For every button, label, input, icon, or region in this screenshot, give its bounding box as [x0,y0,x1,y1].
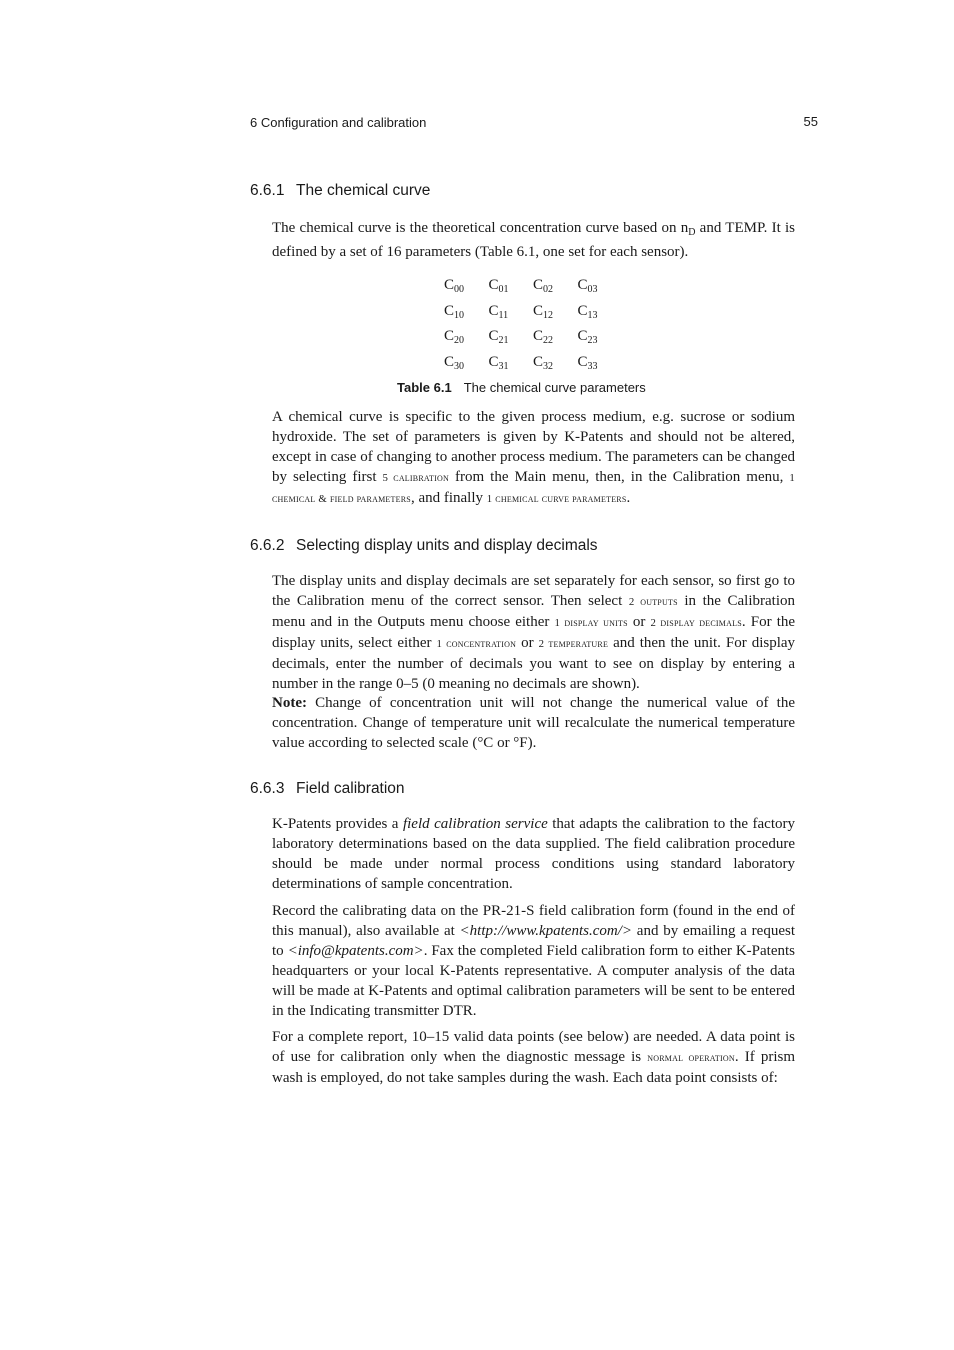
section-heading-6-6-1 [250,182,430,200]
section-number: 6.6.2 [250,537,285,554]
subscript-d: D [688,227,696,238]
menu-item-ref: 1 chemical & field parameters [272,471,795,505]
text-run: in the Calibration menu and in the Outputs menu choose either [272,592,795,630]
table-cell: $C_{01}$ [488,277,509,295]
parameter-table [444,275,622,377]
text-run: A chemical curve is specific to the given process medium, e.g. sucrose or sodium hydroxide. The set of parameters is given by K-Patents and should not be altered, except in case of changing to another process medium. The parameters can be changed by selecting first [272,409,795,485]
text-run: and TEMP. It is defined by a set of 16 parameters (Table 6.1, one set for each sensor). [272,220,795,260]
table-cell: $C_{03}$ [577,277,598,295]
table-cell: $C_{11}$ [488,302,509,321]
text-run: . For the display units, select either [272,613,796,651]
paragraph-display-units [272,572,795,754]
section-title: Field calibration [296,780,405,797]
table-cell: $C_{13}$ [577,302,598,321]
table-caption [397,380,646,395]
text-run: . If prism wash is employed, do not take samples during the wash. Each data point consists of: [272,1048,795,1086]
section-title: The chemical curve [296,182,431,199]
table-cell: $C_{10}$ [444,302,465,321]
table-row [444,352,622,378]
paragraph-data-points [272,1028,795,1089]
table-cell: $C_{20}$ [444,328,465,346]
email-link[interactable]: <info@kpatents.com> [287,942,424,959]
table-cell: $C_{12}$ [533,302,554,321]
text-run: and then the unit. For display decimals, enter the number of decimals you want to see on display by entering a number in the range 0–5 (0 meaning no decimals are shown). [272,634,796,692]
table-cell: $C_{33}$ [577,353,598,372]
text-run: The chemical curve is the theoretical concentration curve based on n [272,220,689,236]
table-cell: $C_{02}$ [533,277,554,295]
table-row [444,326,622,352]
table-cell: $C_{23}$ [577,328,598,346]
website-link[interactable]: <http://www.kpatents.com/> [459,922,633,939]
caption-text: The chemical curve parameters [463,380,646,395]
menu-item-ref: 2 display decimals [650,616,742,629]
section-heading-6-6-2 [250,537,598,555]
table-cell: $C_{31}$ [488,353,509,372]
caption-label: Table 6.1 [397,380,452,395]
status-message-ref: normal operation [647,1051,735,1064]
paragraph-chemical-curve-details [272,408,795,510]
text-run: that adapts the calibration to the factory laboratory determinations based on the data supplied. The field calibration procedure should be made under normal process conditions using standard laboratory determinations of sample concentration. [272,816,795,892]
note-label: Note: [272,695,307,712]
menu-item-ref: 5 calibration [382,471,449,484]
text-run: The display units and display decimals are set separately for each sensor, so first go to the Calibration menu of the correct sensor. Then select [272,573,795,609]
note-text: Change of concentration unit will not change the numerical value of the concentration. Change of temperature unit will recalculate the numerical temperature value according to selected scale (°C or °F). [272,695,795,752]
text-run: or [516,634,539,651]
section-title: Selecting display units and display decimals [296,537,598,554]
running-header: 6 Configuration and calibration [250,115,427,130]
table-cell: $C_{32}$ [533,353,554,372]
text-run: from the Main menu, then, in the Calibration menu, [448,468,790,485]
paragraph-calibration-form [272,902,795,1021]
page-number: 55 [803,114,818,129]
table-cell: $C_{30}$ [444,353,465,372]
text-run: K-Patents provides a [272,816,403,832]
menu-item-ref: 1 display units [554,616,628,629]
section-number: 6.6.1 [250,182,285,199]
menu-item-ref: 2 outputs [628,595,678,608]
paragraph-field-calibration-service [272,815,795,895]
text-run: , and finally [410,489,487,506]
text-run: . Fax the completed Field calibration form to either K-Patents headquarters or your local K-Patents representative. A computer analysis of the data will be made at K-Patents and optimal calibration parameters will be sent to be entered in the Indicating transmitter DTR. [272,942,795,1019]
text-run: For a complete report, 10–15 valid data points (see below) are needed. A data point is of use for calibration only when the diagnostic message is [272,1029,795,1065]
section-heading-6-6-3 [250,780,405,798]
table-cell: $C_{21}$ [488,328,509,346]
menu-item-ref: 2 temperature [538,637,609,650]
table-cell: $C_{22}$ [533,328,554,346]
table-row [444,275,622,301]
table-cell: $C_{00}$ [444,277,465,295]
emphasis: field calibration service [402,816,548,832]
section-number: 6.6.3 [250,780,285,797]
text-run: Record the calibrating data on the PR-21-S field calibration form (found in the end of this manual), also available at [272,903,795,939]
menu-item-ref: 1 concentration [436,637,517,650]
menu-item-ref: 1 chemical curve parameters [486,492,627,505]
text-run: or [627,613,651,630]
text-run: and by emailing a request to [272,922,795,959]
table-row [444,301,622,327]
text-run: . [626,489,631,506]
paragraph-chemical-curve-intro [272,219,795,263]
